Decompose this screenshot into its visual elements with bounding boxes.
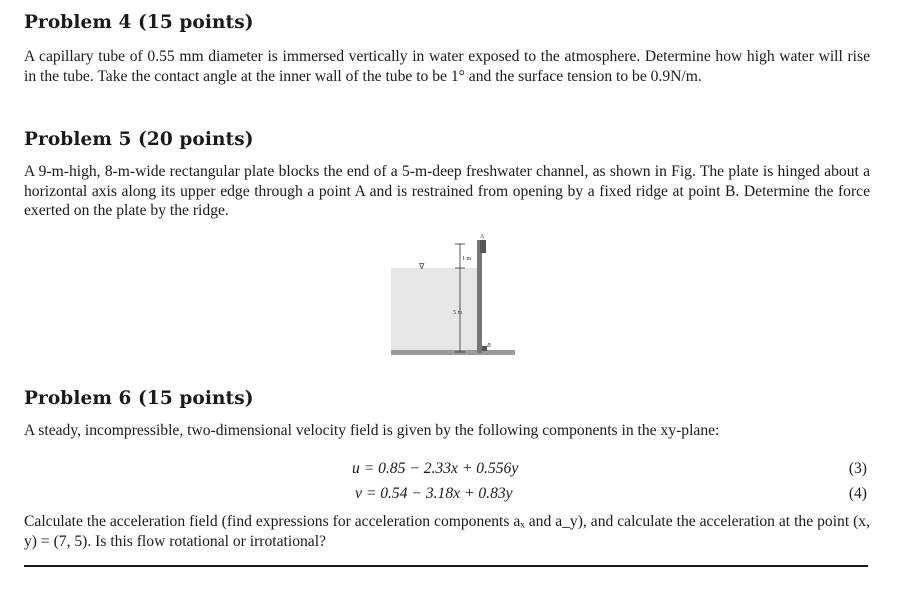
problem-6-title: Problem 6 (15 points) [24, 388, 254, 409]
plate [477, 240, 482, 353]
label-b: B [487, 343, 491, 349]
problem-4-text: A capillary tube of 0.55 mm diameter is immersed vertically in water exposed to the atmosphere. Determine how high water will rise in the tube. Take the contact angle at the inner wall of the tube to be 1° and the surface tension to be 0.9N/m. [24, 48, 870, 85]
bottom-rule [24, 565, 868, 567]
label-1m: 1 m [462, 256, 472, 262]
equation-3-number: (3) [848, 460, 867, 477]
problem-4-title: Problem 4 (15 points) [24, 12, 254, 33]
water-region [391, 268, 477, 352]
water-surface-icon: ∇ [419, 262, 425, 271]
problem-5-text: A 9-m-high, 8-m-wide rectangular plate blocks the end of a 5-m-deep freshwater channel, as shown in Fig. The plate is hinged about a horizontal axis along its upper edge through a point A and is restrained from opening by a fixed ridge at point B. Determine the force exerted on the plate by the ridge. [24, 163, 870, 219]
hinge-a [480, 240, 486, 253]
problem-6-intro: A steady, incompressible, two-dimensional velocity field is given by the following components in the xy-plane: [24, 422, 720, 439]
channel-bottom [391, 350, 515, 355]
problem-6-question: Calculate the acceleration field (find expressions for acceleration components aₓ and a_y), and calculate the acceleration at the point (x, y) = (7, 5). Is this flow rotational or irrotational? [24, 513, 870, 550]
label-a: A [480, 234, 485, 240]
label-5m: 5 m [453, 310, 463, 316]
hinged-plate-figure [388, 228, 518, 360]
equation-4-number: (4) [848, 485, 867, 502]
equation-4-expr: v = 0.54 − 3.18x + 0.83y [355, 485, 513, 502]
equation-3-expr: u = 0.85 − 2.33x + 0.556y [352, 460, 519, 477]
problem-5-title: Problem 5 (20 points) [24, 129, 254, 150]
